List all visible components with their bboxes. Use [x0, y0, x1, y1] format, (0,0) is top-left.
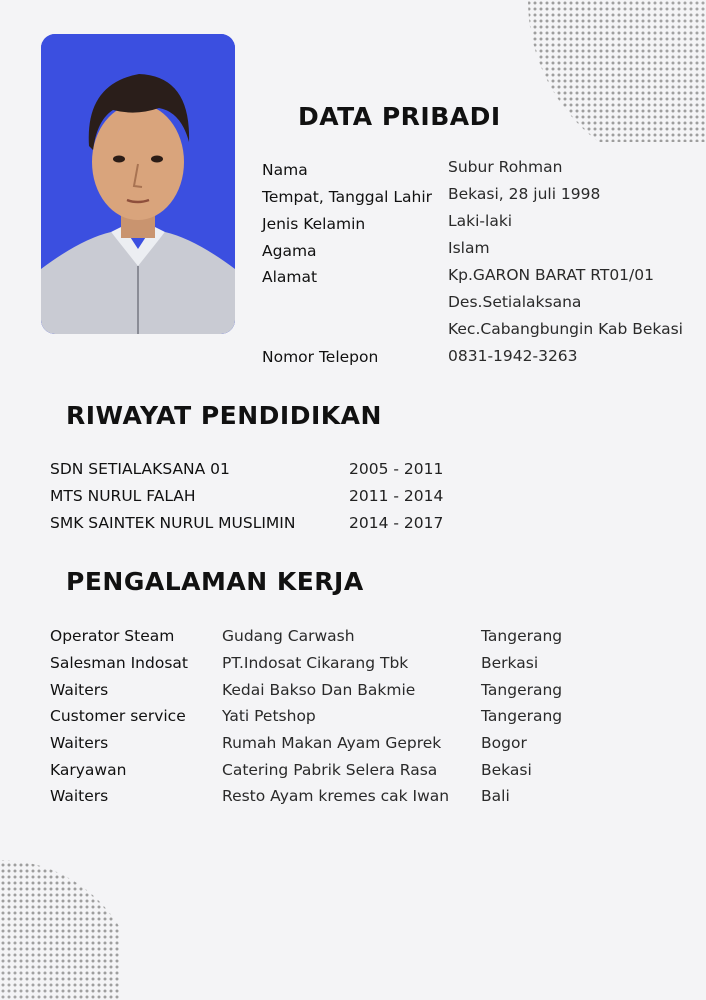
field-label-jenis-kelamin: Jenis Kelamin: [262, 215, 366, 233]
job-company: Kedai Bakso Dan Bakmie: [222, 681, 416, 699]
job-position: Customer service: [50, 707, 186, 725]
field-label-nama: Nama: [262, 161, 308, 179]
section-title-data-pribadi: DATA PRIBADI: [298, 102, 501, 131]
job-position: Waiters: [50, 734, 109, 752]
job-location: Tangerang: [481, 707, 563, 725]
field-value-alamat-line1: Kp.GARON BARAT RT01/01: [448, 266, 654, 284]
job-position: Karyawan: [50, 761, 127, 779]
job-position: Salesman Indosat: [50, 654, 188, 672]
field-value-alamat-line2: Des.Setialaksana: [448, 293, 582, 311]
halftone-dots-bottom-left: [0, 850, 120, 1000]
job-location: Berkasi: [481, 654, 539, 672]
section-title-pengalaman-kerja: PENGALAMAN KERJA: [66, 567, 364, 596]
field-value-tempat-tanggal-lahir: Bekasi, 28 juli 1998: [448, 185, 601, 203]
job-company: Yati Petshop: [222, 707, 316, 725]
education-years: 2014 - 2017: [349, 514, 444, 532]
education-school-name: MTS NURUL FALAH: [50, 487, 196, 505]
job-location: Bekasi: [481, 761, 532, 779]
job-location: Tangerang: [481, 681, 563, 699]
field-label-alamat: Alamat: [262, 268, 318, 286]
job-company: Resto Ayam kremes cak Iwan: [222, 787, 450, 805]
job-company: PT.Indosat Cikarang Tbk: [222, 654, 409, 672]
job-company: Catering Pabrik Selera Rasa: [222, 761, 438, 779]
section-title-riwayat-pendidikan: RIWAYAT PENDIDIKAN: [66, 401, 382, 430]
field-value-agama: Islam: [448, 239, 490, 257]
field-label-agama: Agama: [262, 242, 317, 260]
field-label-nomor-telepon: Nomor Telepon: [262, 348, 379, 366]
education-school-name: SMK SAINTEK NURUL MUSLIMIN: [50, 514, 296, 532]
job-position: Waiters: [50, 681, 109, 699]
job-position: Operator Steam: [50, 627, 175, 645]
education-years: 2005 - 2011: [349, 460, 444, 478]
field-value-nomor-telepon: 0831-1942-3263: [448, 347, 578, 365]
job-position: Waiters: [50, 787, 109, 805]
job-company: Gudang Carwash: [222, 627, 355, 645]
field-value-jenis-kelamin: Laki-laki: [448, 212, 513, 230]
field-value-nama: Subur Rohman: [448, 158, 563, 176]
job-location: Bogor: [481, 734, 527, 752]
field-value-alamat-line3: Kec.Cabangbungin Kab Bekasi: [448, 320, 683, 338]
education-school-name: SDN SETIALAKSANA 01: [50, 460, 230, 478]
education-years: 2011 - 2014: [349, 487, 444, 505]
halftone-dots-top-right: [526, 0, 706, 142]
job-location: Bali: [481, 787, 510, 805]
profile-photo: [41, 34, 235, 334]
job-location: Tangerang: [481, 627, 563, 645]
field-label-tempat-tanggal-lahir: Tempat, Tanggal Lahir: [262, 188, 433, 206]
job-company: Rumah Makan Ayam Geprek: [222, 734, 442, 752]
